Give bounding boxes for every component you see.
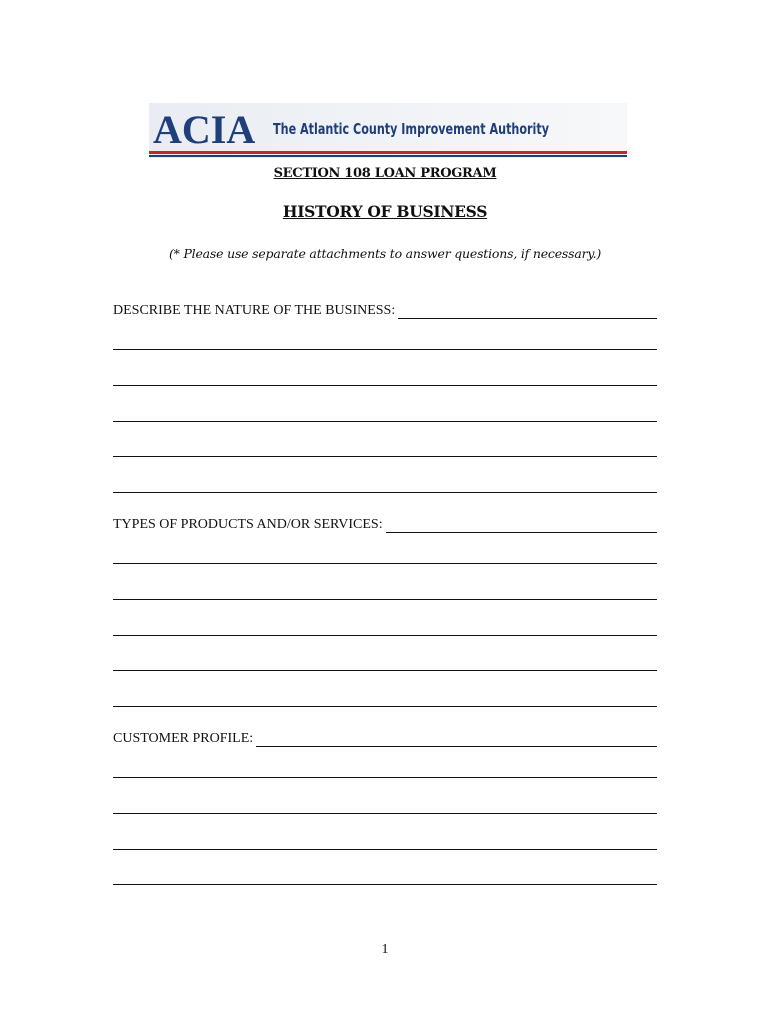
nature-of-business-line-2[interactable]: [113, 349, 657, 350]
products-services-input[interactable]: [386, 515, 657, 533]
nature-of-business-line-3[interactable]: [113, 385, 657, 386]
products-services-line-5[interactable]: [113, 670, 657, 671]
nature-of-business-line-4[interactable]: [113, 421, 657, 422]
customer-profile-line-3[interactable]: [113, 813, 657, 814]
customer-profile-line-2[interactable]: [113, 777, 657, 778]
nature-of-business-field[interactable]: [113, 297, 657, 319]
products-services-line-6[interactable]: [113, 706, 657, 707]
products-services-line-4[interactable]: [113, 635, 657, 636]
section-title: SECTION 108 LOAN PROGRAM: [273, 166, 497, 181]
customer-profile-input[interactable]: [256, 729, 657, 747]
logo-blue-stripe: [149, 155, 627, 157]
customer-profile-label: CUSTOMER PROFILE:: [113, 731, 254, 746]
products-services-line-3[interactable]: [113, 599, 657, 600]
products-services-label: TYPES OF PRODUCTS AND/OR SERVICES:: [113, 517, 383, 532]
nature-of-business-line-6[interactable]: [113, 492, 657, 493]
customer-profile-line-4[interactable]: [113, 849, 657, 850]
products-services-line-2[interactable]: [113, 563, 657, 564]
logo-acronym: ACIA: [153, 107, 256, 152]
instructions-note: (* Please use separate attachments to answer questions, if necessary.): [168, 246, 602, 261]
customer-profile-line-5[interactable]: [113, 884, 657, 885]
nature-of-business-input[interactable]: [398, 301, 657, 319]
acia-logo: [149, 103, 627, 158]
products-services-field[interactable]: [113, 511, 657, 533]
logo-name: The Atlantic County Improvement Authority: [273, 120, 550, 138]
nature-of-business-line-5[interactable]: [113, 456, 657, 457]
page-number: 1: [381, 942, 389, 957]
document-title: HISTORY OF BUSINESS: [282, 202, 488, 221]
customer-profile-field[interactable]: [113, 725, 657, 747]
nature-of-business-label: DESCRIBE THE NATURE OF THE BUSINESS:: [113, 303, 396, 318]
